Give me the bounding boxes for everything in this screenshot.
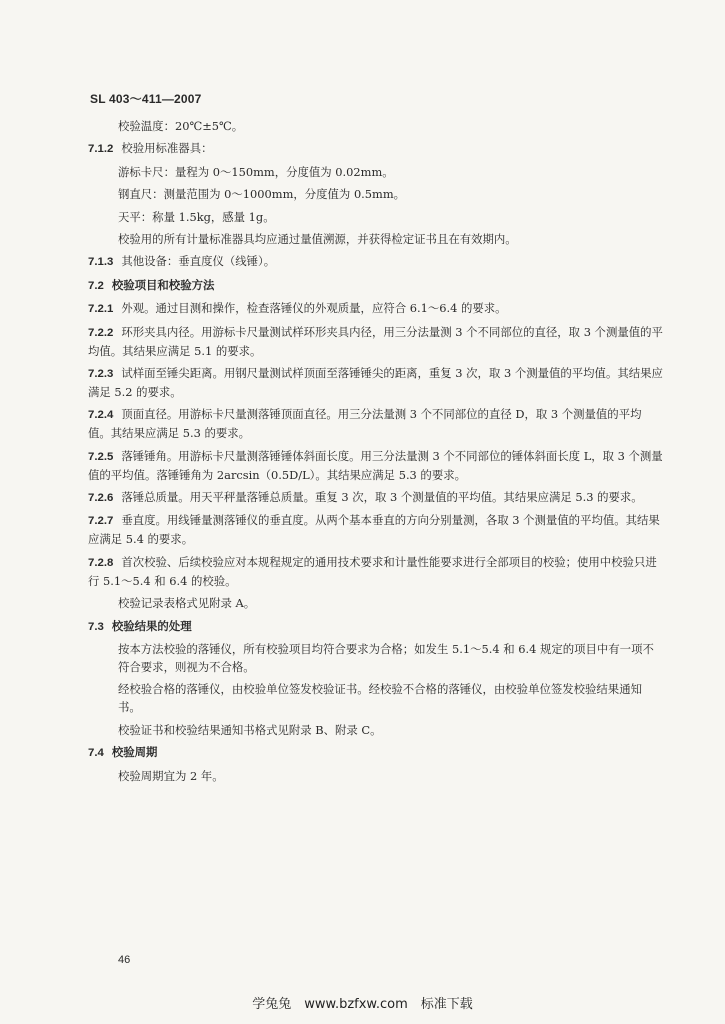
paragraph-text: 经校验合格的落锤仪，由校验单位签发校验证书。经校验不合格的落锤仪，由校验单位签发校验结果通知书。 xyxy=(118,682,642,715)
paragraph-text: 校验周期宜为 2 年。 xyxy=(118,768,224,783)
paragraph-text: 首次校验、后续校验应对本规程规定的通用技术要求和计量性能要求进行全部项目的校验；使用中校验只进行 5.1～5.4 和 6.4 的校验。 xyxy=(88,554,657,588)
paragraph-text: 天平：称量 1.5kg，感量 1g。 xyxy=(118,209,275,224)
paragraph-text: 校验证书和校验结果通知书格式见附录 B、附录 C。 xyxy=(118,722,382,737)
paragraph-text: 落锤锤角。用游标卡尺量测落锤锤体斜面长度。用三分法量测 3 个不同部位的锤体斜面长度 L，取 3 个测量值的平均值。落锤锤角为 2arcsin（0.5D/L）。其结果应满足 5.3 的要求。 xyxy=(88,448,663,482)
paragraph-7-1-2 xyxy=(88,139,663,158)
paragraph-balance xyxy=(88,208,663,226)
paragraph-7-2-7 xyxy=(88,511,663,548)
paragraph-text: 环形夹具内径。用游标卡尺量测试样环形夹具内径，用三分法量测 3 个不同部位的直径，取 3 个测量值的平均值。其结果应满足 5.1 的要求。 xyxy=(88,324,663,358)
section-number: 7.2.2 xyxy=(88,326,114,339)
paragraph-7-2-2 xyxy=(88,323,663,360)
section-number: 7.4 xyxy=(88,747,104,760)
section-number: 7.2.7 xyxy=(88,515,114,528)
paragraph-result1 xyxy=(88,640,663,676)
paragraph-text: 垂直度。用线锤量测落锤仪的垂直度。从两个基本垂直的方向分别量测，各取 3 个测量值的平均值。其结果应满足 5.4 的要求。 xyxy=(88,513,660,547)
section-number: 7.2.5 xyxy=(88,450,114,463)
section-number: 7.2.1 xyxy=(88,303,114,316)
paragraph-ruler xyxy=(88,185,663,203)
paragraph-7-2-3 xyxy=(88,364,663,401)
paragraph-7-2-8 xyxy=(88,553,663,590)
paragraph-7-2-6 xyxy=(88,488,663,507)
paragraph-result3 xyxy=(88,721,663,739)
paragraph-traceability xyxy=(88,230,663,248)
paragraph-7-1-3 xyxy=(88,252,663,271)
section-heading: 校验项目和校验方法 xyxy=(111,279,215,292)
paragraph-text: 校验用的所有计量标准器具均应通过量值溯源，并获得检定证书且在有效期内。 xyxy=(118,231,517,246)
paragraph-text: 其他设备：垂直度仪（线锤）。 xyxy=(121,254,276,269)
paragraph-7-3 xyxy=(88,617,663,636)
paragraph-text: 落锤总质量。用天平秤量落锤总质量。重复 3 次，取 3 个测量值的平均值。其结果应满足 5.3 的要求。 xyxy=(121,490,643,505)
paragraph-text: 钢直尺：测量范围为 0～1000mm，分度值为 0.5mm。 xyxy=(118,187,406,202)
section-number: 7.3 xyxy=(88,620,104,633)
paragraph-text: 游标卡尺：量程为 0～150mm，分度值为 0.02mm。 xyxy=(118,164,394,179)
paragraph-text: 校验温度：20℃±5℃。 xyxy=(118,119,244,133)
document-body xyxy=(88,117,663,789)
section-number: 7.1.2 xyxy=(88,143,114,156)
paragraph-7-2-1 xyxy=(88,299,663,318)
paragraph-text: 试样面至锤尖距离。用钢尺量测试样顶面至落锤锤尖的距离，重复 3 次，取 3 个测量值的平均值。其结果应满足 5.2 的要求。 xyxy=(88,365,663,399)
paragraph-7-2-4 xyxy=(88,405,663,442)
section-number: 7.1.3 xyxy=(88,256,114,269)
section-number: 7.2.4 xyxy=(88,409,114,422)
paragraph-text: 按本方法校验的落锤仪，所有校验项目均符合要求为合格；如发生 5.1～5.4 和 6.4 规定的项目中有一项不符合要求，则视为不合格。 xyxy=(118,642,654,675)
page-number: 46 xyxy=(118,954,131,966)
paragraph-caliper xyxy=(88,163,663,181)
paragraph-7-2 xyxy=(88,276,663,295)
paragraph-result2 xyxy=(88,680,663,716)
section-number: 7.2 xyxy=(88,279,104,292)
section-heading: 校验结果的处理 xyxy=(111,620,192,633)
paragraph-record xyxy=(88,594,663,612)
paragraph-text: 校验用标准器具： xyxy=(121,141,213,156)
section-number: 7.2.6 xyxy=(88,492,114,505)
paragraph-text: 外观。通过目测和操作，检查落锤仪的外观质量，应符合 6.1～6.4 的要求。 xyxy=(121,301,507,316)
paragraph-period xyxy=(88,767,663,785)
paragraph-7-4 xyxy=(88,743,663,762)
paragraph-text: 校验记录表格式见附录 A。 xyxy=(118,596,256,611)
paragraph-7-2-5 xyxy=(88,447,663,484)
paragraph-text: 顶面直径。用游标卡尺量测落锤顶面直径。用三分法量测 3 个不同部位的直径 D，取 3 个测量值的平均值。其结果应满足 5.3 的要求。 xyxy=(88,407,642,441)
section-number: 7.2.3 xyxy=(88,367,114,380)
paragraph-temp xyxy=(88,117,663,135)
section-heading: 校验周期 xyxy=(111,747,158,760)
watermark-footer: 学兔兔 www.bzfxw.com 标准下载 xyxy=(252,997,473,1012)
standard-code-header: SL 403～411—2007 xyxy=(90,92,202,106)
section-number: 7.2.8 xyxy=(88,556,114,569)
